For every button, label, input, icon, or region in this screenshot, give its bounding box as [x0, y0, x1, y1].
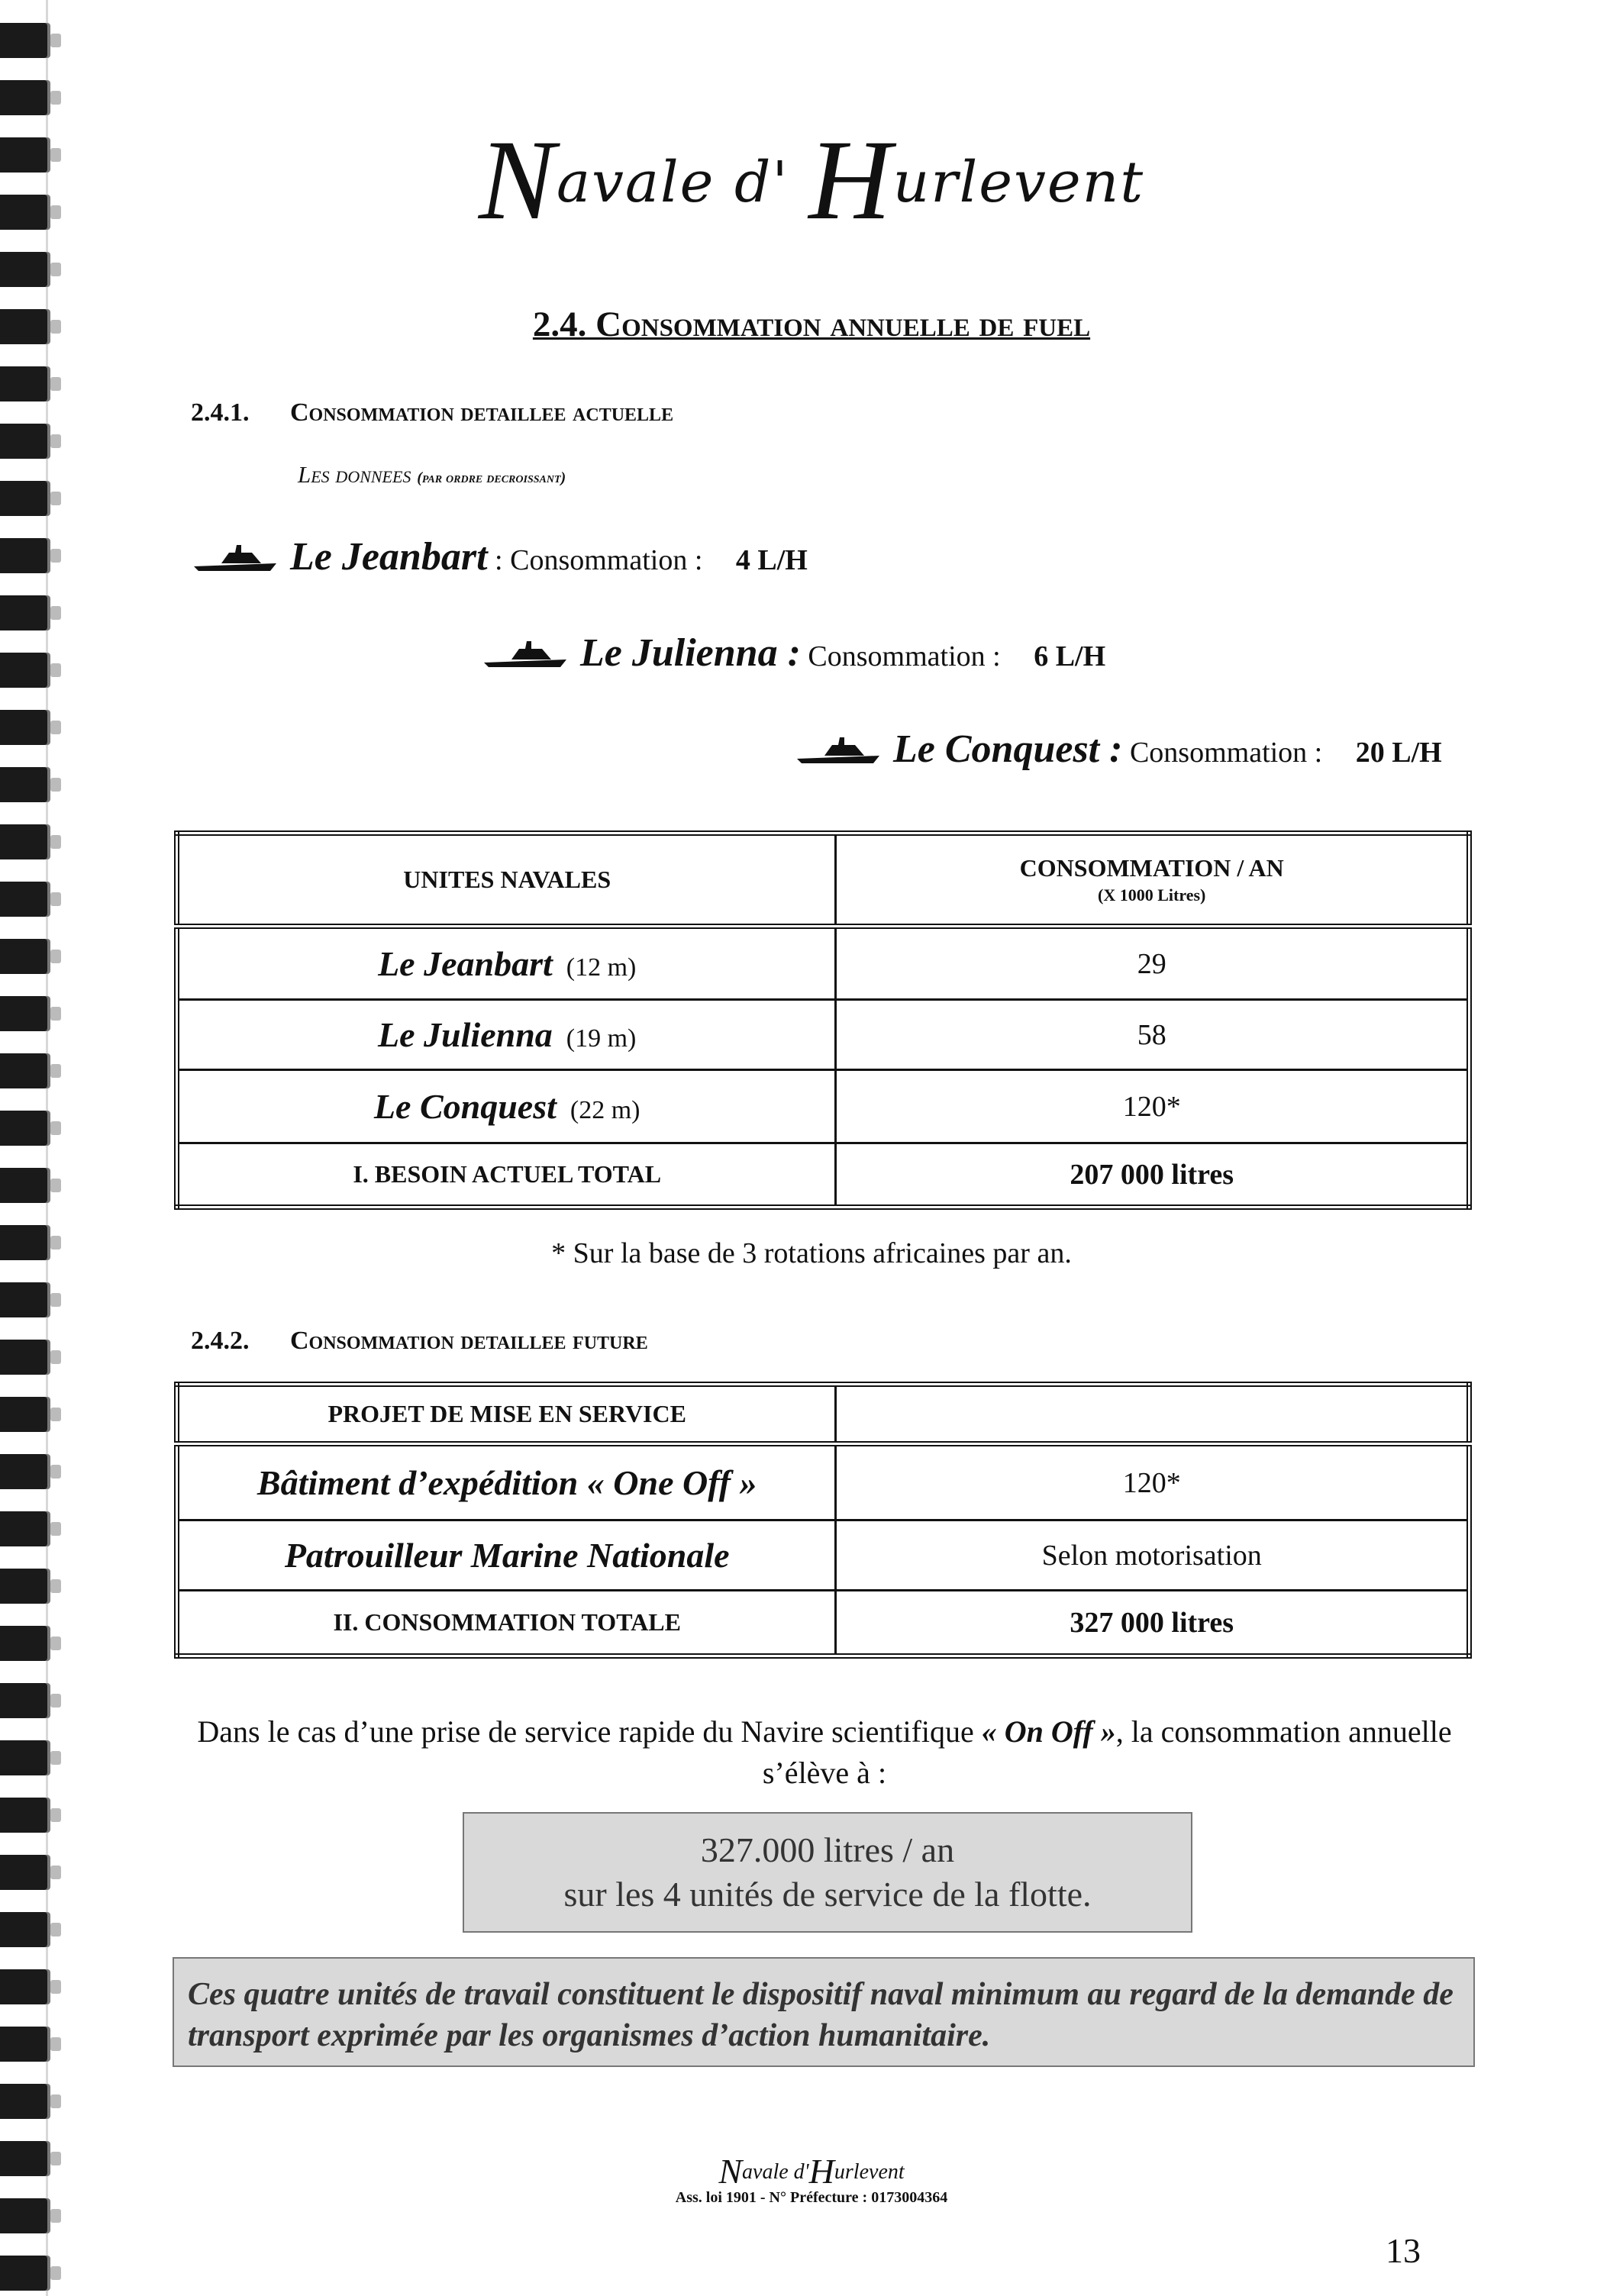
- footer-logo-initial-n: N: [718, 2152, 743, 2191]
- vessel-sep: :: [487, 544, 511, 576]
- footer-registration: Ass. loi 1901 - N° Préfecture : 0173004364: [675, 2189, 948, 2206]
- binding-ring: [0, 1340, 47, 1375]
- total-value: 207 000 litres: [836, 1143, 1470, 1208]
- ship-icon: [191, 543, 282, 572]
- vessel-name: Le Conquest :: [893, 727, 1123, 771]
- vessel-line-conquest: [794, 727, 1442, 772]
- subsection-title: Consommation detaillee future: [290, 1327, 648, 1355]
- footer-logo: [0, 2151, 1623, 2191]
- row-vessel-cell: [177, 927, 836, 1000]
- binding-ring: [0, 2256, 47, 2291]
- binding-ring: [0, 252, 47, 287]
- ship-icon: [481, 640, 573, 669]
- footnote: * Sur la base de 3 rotations africaines par an.: [551, 1237, 1072, 1269]
- vessel-line-jeanbart: [191, 534, 808, 579]
- vessel-name: Le Jeanbart: [378, 944, 553, 983]
- col-header-project: PROJET DE MISE EN SERVICE: [177, 1385, 836, 1444]
- project-name: Bâtiment d’expédition « One Off »: [177, 1444, 836, 1520]
- table-header-row: [177, 834, 1470, 927]
- paragraph-text-1: Dans le cas d’une prise de service rapide du Navire scientifique: [197, 1714, 982, 1749]
- footer-logo-word-2: urlevent: [834, 2160, 905, 2184]
- highlight-line-2: sur les 4 unités de service de la flotte.: [563, 1875, 1092, 1914]
- vessel-length: (22 m): [570, 1096, 640, 1124]
- donnees-note: (par ordre decroissant): [417, 469, 566, 486]
- row-value: 58: [836, 1000, 1470, 1070]
- table-row: [177, 1000, 1470, 1070]
- binding-ring: [0, 882, 47, 917]
- row-value: 120*: [836, 1444, 1470, 1520]
- subsection-current-title: [191, 398, 673, 427]
- vessel-label: Consommation :: [510, 544, 703, 576]
- vessel-length: (19 m): [566, 1024, 637, 1053]
- binding-ring: [0, 1740, 47, 1775]
- binding-ring: [0, 1111, 47, 1146]
- subsection-number: 2.4.2.: [191, 1327, 250, 1355]
- vessel-name: Le Julienna :: [580, 631, 801, 675]
- total-value: 327 000 litres: [836, 1591, 1470, 1656]
- row-vessel-cell: [177, 1070, 836, 1143]
- binding-ring: [0, 1168, 47, 1203]
- vessel-value: 20 L/H: [1355, 737, 1442, 769]
- subsection-number: 2.4.1.: [191, 398, 250, 427]
- footer-logo-mid: d': [793, 2160, 809, 2184]
- col-header-consumption-text: CONSOMMATION / AN: [1019, 854, 1284, 882]
- binding-ring: [0, 595, 47, 630]
- binding-ring: [0, 1282, 47, 1317]
- vessel-label: Consommation :: [808, 640, 1001, 672]
- binding-ring: [0, 424, 47, 459]
- subsection-title: Consommation detaillee actuelle: [290, 398, 674, 427]
- table-row: [177, 1070, 1470, 1143]
- ship-icon: [794, 736, 886, 765]
- binding-ring: [0, 1798, 47, 1833]
- paragraph-text-2: , la consommation annuelle s’élève à :: [762, 1714, 1452, 1790]
- binding-ring: [0, 366, 47, 401]
- binding-ring: [0, 824, 47, 859]
- total-label: II. CONSOMMATION TOTALE: [177, 1591, 836, 1656]
- footer-logo-word-1: avale: [742, 2160, 789, 2184]
- vessel-value: 6 L/H: [1034, 640, 1106, 672]
- binding-ring: [0, 2084, 47, 2119]
- vessel-value: 4 L/H: [735, 544, 808, 576]
- binding-ring: [0, 1855, 47, 1890]
- table-total-row: [177, 1591, 1470, 1656]
- conclusion-box: Ces quatre unités de travail constituent le dispositif naval minimum au regard de la demande de transport exprimée par les organismes d’action humanitaire.: [173, 1957, 1475, 2067]
- total-label: I. BESOIN ACTUEL TOTAL: [177, 1143, 836, 1208]
- header-logo: [0, 114, 1623, 246]
- service-paragraph: [183, 1711, 1466, 1794]
- binding-ring: [0, 23, 47, 58]
- binding-ring: [0, 1969, 47, 2004]
- vessel-line-julienna: [481, 630, 1105, 676]
- binding-ring: [0, 653, 47, 688]
- vessel-name: Le Conquest: [373, 1087, 557, 1126]
- table-row: [177, 1444, 1470, 1520]
- binding-ring: [0, 1626, 47, 1661]
- current-consumption-table: [174, 830, 1472, 1210]
- donnees-text: Les donnees: [298, 461, 411, 488]
- total-highlight-box: [463, 1812, 1192, 1933]
- future-consumption-table: [174, 1382, 1472, 1659]
- logo-mid: d': [734, 150, 789, 215]
- logo-initial-h: H: [808, 117, 893, 243]
- table-row: [177, 1520, 1470, 1591]
- binding-ring: [0, 1569, 47, 1604]
- row-value: 120*: [836, 1070, 1470, 1143]
- highlight-line-1: 327.000 litres / an: [700, 1830, 955, 1869]
- paragraph-emphasis: « On Off »: [981, 1714, 1116, 1749]
- page-number: 13: [1386, 2231, 1421, 2270]
- binding-ring: [0, 538, 47, 573]
- binding-ring: [0, 1454, 47, 1489]
- vessel-label: Consommation :: [1129, 737, 1323, 769]
- vessel-name: Le Julienna: [378, 1015, 553, 1054]
- binding-ring: [0, 1912, 47, 1947]
- binding-ring: [0, 939, 47, 974]
- table-total-row: [177, 1143, 1470, 1208]
- col-header-units: UNITES NAVALES: [177, 834, 836, 927]
- section-title: 2.4. Consommation annuelle de fuel: [532, 305, 1091, 344]
- binding-ring: [0, 2027, 47, 2062]
- project-name: Patrouilleur Marine Nationale: [177, 1520, 836, 1591]
- binding-ring: [0, 481, 47, 516]
- vessel-name: Le Jeanbart: [290, 535, 488, 579]
- col-header-empty: [836, 1385, 1470, 1444]
- logo-word-1: avale: [556, 150, 715, 215]
- row-vessel-cell: [177, 1000, 836, 1070]
- binding-ring: [0, 80, 47, 115]
- binding-ring: [0, 1511, 47, 1546]
- binding-ring: [0, 1053, 47, 1088]
- row-value: Selon motorisation: [836, 1520, 1470, 1591]
- col-header-unit-note: (X 1000 Litres): [1098, 885, 1206, 905]
- table-row: [177, 927, 1470, 1000]
- logo-initial-n: N: [478, 117, 557, 243]
- donnees-label: [298, 461, 566, 489]
- table-header-row: [177, 1385, 1470, 1444]
- subsection-future-title: [191, 1327, 648, 1356]
- vessel-sep: [801, 640, 808, 672]
- logo-word-2: urlevent: [892, 150, 1145, 215]
- binding-ring: [0, 710, 47, 745]
- vessel-length: (12 m): [566, 953, 637, 982]
- footer-logo-initial-h: H: [808, 2152, 834, 2191]
- binding-ring: [0, 996, 47, 1031]
- binding-ring: [0, 1397, 47, 1432]
- binding-ring: [0, 767, 47, 802]
- row-value: 29: [836, 927, 1470, 1000]
- col-header-consumption: [836, 834, 1470, 927]
- vessel-sep: [1122, 737, 1130, 769]
- binding-ring: [0, 1683, 47, 1718]
